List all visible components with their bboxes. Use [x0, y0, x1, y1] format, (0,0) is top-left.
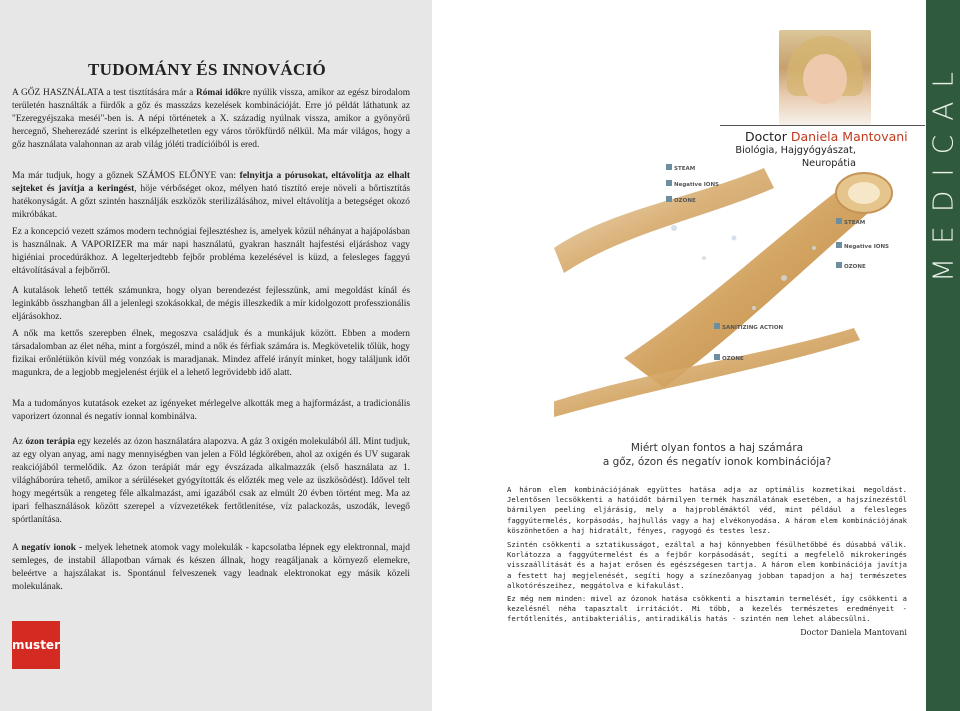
- paragraph-8: [12, 542, 410, 594]
- doctor-prefix: Doctor: [745, 129, 791, 144]
- p1-text-a: A GŐZ HASZNÁLATA a test tisztítására már a: [12, 88, 196, 98]
- p2-bold: felnyitja a pórusokat, eltávolítja az elhalt sejteket és javítja a keringést: [12, 171, 410, 194]
- hair-strand-top: [554, 168, 774, 273]
- hair-illustration: [554, 158, 914, 418]
- doctor-name-accent: Daniela Mantovani: [790, 129, 908, 144]
- p7-text-a: Az: [12, 437, 26, 447]
- label-ions-1: Negative IONS: [674, 182, 720, 188]
- paragraph-7: [12, 436, 410, 527]
- paragraph-4: A kutalások lehető tették számunkra, hogy olyan berendezést fejlesszünk, ami megoldást kínál és leginkább összhangban áll a jelenlegi szokásokkal, de mégis illeszkedik a mír kidolgozott professzionális eljárásokhoz.: [12, 286, 410, 322]
- label-ozone-3: OZONE: [722, 356, 744, 362]
- muster-logo: muster: [12, 621, 60, 669]
- p8-bold: negatív ionok -: [21, 543, 83, 553]
- photo-face: [803, 54, 847, 104]
- paragraph-2: [12, 170, 410, 222]
- left-page: [0, 0, 432, 711]
- page-title: TUDOMÁNY ÉS INNOVÁCIÓ: [88, 60, 327, 79]
- right-paragraph-1: A három elem kombinációjának együttes hatása adja az optimális kozmetikai megoldást. Jelentősen lecsökkenti a hatóidőt bármilyen termék használatának esetében, a hajszínezéstől bármilyen peeling eljárásig, mely a hajproblémáktól véd, mint például a felesleges faggyútermelés, korpásodás, hajhullás vagy a haj elvékonyodása. A három elem kombinációjának köszönhetően a haj hidratált, fényes, ragyogó és testes lesz.: [507, 485, 907, 535]
- p7-text-b: egy kezelés az ózon használatára alapozva. A gáz 3 oxigén molekulából áll. Mint tudjuk, az egy olyan anyag, ami nagy mennyiségben van jelen a Föld légkörében, ahol az oxigén és UV sugarak reakciójából termelődik. Az ózon terápiát már egy évszázada alkalmazzák (első használata az 1. világháborúra tehető, amikor a sérüléseket gyógyították és előzték meg vele az üszkösödést). Idővel telt hogy megértsük a rengeteg féle alkalmazást, ami igazából csak az elmúlt 20 évben történt meg. Ma az ipari felhasználások között szerepel a vízvezetékek fertőtlenítése, víz palackozás, uszodák, levegő spórtlanítása.: [12, 437, 410, 525]
- p1-bold: Római idők: [195, 88, 243, 98]
- label-ozone-1: OZONE: [674, 198, 696, 204]
- p7-bold: ózon terápia: [25, 437, 76, 447]
- label-steam-2: STEAM: [844, 220, 866, 226]
- doctor-name: [745, 129, 908, 144]
- p8-text-b: melyek lehetnek atomok vagy molekulák - kapcsolatba lépnek egy elektronnal, majd semleges, de instabil állapotban várnak és készen állnak, hogy reagáljanak a környező elemekre, beleértve a hajszálakat is. Spontánul felveszenek vagy leadnak elektronokat egy másik közeli molekulának.: [12, 543, 410, 592]
- doctor-photo: [779, 30, 871, 125]
- paragraph-6: Ma a tudományos kutatások ezeket az igényeket mérlegelve alkották meg a hajformázást, a tradicionális vaporizert ózonnal és negatív ionnal kombinálva.: [12, 399, 410, 422]
- paragraph-3: Ez a koncepció vezett számos modern technógiai fejlesztéshez is, amelyek közül néhányat a hajápolásban is használnak. A VAPORIZER ma már napi használatú, gyakran használt hajfestési eljáráshoz vagy higiéniai procedúrákhoz. A legelterjedtebb fejbőr probléma kezelésével is küzd, a felesleges faggyú eltávolításával a fejbőrről.: [12, 227, 410, 276]
- header-rule: [720, 125, 925, 126]
- label-ions-2: Negative IONS: [844, 244, 890, 250]
- p8-text-a: A: [12, 543, 22, 553]
- right-paragraph-2: Szintén csökkenti a sztatikusságot, ezáltal a haj könnyebben fésülhetőbbé és dúsabbá válik. Korlátozza a faggyútermelést és a fejbőr korpásodását, segíti a megfelelő mikrokeringés visszaállítását és a hajat erősen és egészségesen tartja. A három elem kombinációja javítja a festett haj megjelenését, segíti hogy a színezőanyag jobban tapadjon a haj természetes alkotórészeihez, meggátolva e kifakulást.: [507, 540, 907, 590]
- right-paragraph-3: Ez még nem minden: mivel az ózonok hatása csökkenti a hisztamin termelését, így csökkenti a kezelésnél néha tapasztalt irritációt. Mi több, a kezelés természetes eredményeit - fertőtlenítés, antibakteriális, antiradikális hatás - szintén nem lehet alábecsülni.: [507, 594, 907, 624]
- doctor-title-2: Neuropátia: [801, 158, 856, 169]
- label-ozone-2: OZONE: [844, 264, 866, 270]
- side-label: MEDICAL: [926, 58, 960, 282]
- question-line-2: a gőz, ózon és negatív ionok kombinációja?: [602, 456, 832, 468]
- signature: Doctor Daniela Mantovani: [800, 628, 907, 637]
- paragraph-1: [12, 87, 410, 152]
- p1-text-b: re nyúlik vissza, amikor az egész birodalom területén használták a fürdők a gőz és masszázs kezelések kombinációját. Erre jó példát láthatunk az "Ezeregyéjszaka meséi"-ben is. A népi történetek a X. századig nyúlnak vissza, amikor a gyönyörű hercegnő, Sheherezádé szerint is elképzelhetetlen egy város törökfürdő nélkül. Ma már világos, hogy a gőz használata valahonnan az arab világ jóléti tradícióiból is ered.: [12, 88, 410, 150]
- paragraph-5: A nők ma kettős szerepben élnek, megoszva családjuk és a munkájuk között. Ebben a modern társadalomban az élet néha, mint a forgószél, mind a nők és férfiak számára is. Megkövetelik tőlük, hogy fizikai erőnlétükön kívül még vonzóak is maradjanak. Mindez affelé irányít minket, hogy találjunk időt magunkra, de a legjobb megjelenést érjük el a lehető legrövidebb idő alatt.: [12, 329, 410, 378]
- p2-text-b: , höje vérbőséget okoz, mélyen ható tisztító ereje növeli a bőrtisztítás hatékonyságát. A gőzt szintén használják eszközök sterilizálásához, mivel eltávolítja a betegséget okozó mikróbákat.: [12, 184, 411, 220]
- question-line-1: Miért olyan fontos a haj számára: [630, 442, 804, 454]
- label-sanitizing: SANITIZING ACTION: [722, 325, 784, 331]
- doctor-title-1: Biológia, Hajgyógyászat,: [735, 145, 856, 156]
- label-steam-1: STEAM: [674, 166, 696, 172]
- p2-text-a: Ma már tudjuk, hogy a gőznek SZÁMOS ELŐNYE van:: [12, 171, 240, 181]
